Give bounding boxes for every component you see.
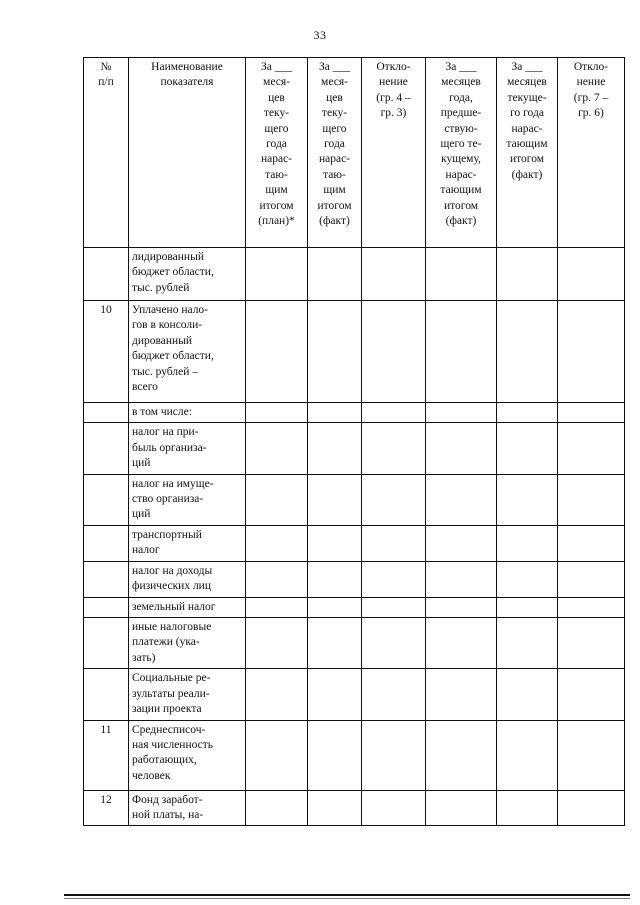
empty-value-cell — [426, 403, 497, 423]
header-deviation-4-3: Откло- нение (гр. 4 – гр. 3) — [362, 58, 426, 248]
table-row — [84, 248, 625, 301]
empty-value-cell — [246, 301, 308, 403]
empty-value-cell — [426, 474, 497, 525]
table-header-row — [84, 58, 625, 248]
row-indicator-name-cell: иные налоговые платежи (ука- зать) — [129, 618, 246, 669]
empty-value-cell — [362, 474, 426, 525]
empty-value-cell — [246, 248, 308, 301]
empty-value-cell — [246, 525, 308, 561]
header-deviation-7-6: Откло- нение (гр. 7 – гр. 6) — [558, 58, 625, 248]
header-previous-year-fact: За ___ месяцев года, предше- ствую- щего те- кущему, нарас- тающим итогом (факт) — [426, 58, 497, 248]
row-number-cell: 12 — [84, 790, 129, 826]
empty-value-cell — [362, 403, 426, 423]
table-row — [84, 669, 625, 720]
indicators-table — [83, 57, 625, 826]
empty-value-cell — [497, 618, 558, 669]
table-row — [84, 720, 625, 790]
header-indicator-name: Наименование показателя — [129, 58, 246, 248]
table-row — [84, 403, 625, 423]
empty-value-cell — [426, 597, 497, 617]
empty-value-cell — [558, 423, 625, 474]
table-row — [84, 618, 625, 669]
table-row — [84, 561, 625, 597]
row-indicator-name-cell: налог на доходы физических лиц — [129, 561, 246, 597]
empty-value-cell — [426, 525, 497, 561]
empty-value-cell — [558, 474, 625, 525]
empty-value-cell — [308, 248, 362, 301]
empty-value-cell — [246, 720, 308, 790]
empty-value-cell — [362, 423, 426, 474]
row-indicator-name-cell: транспортный налог — [129, 525, 246, 561]
row-indicator-name-cell: Среднесписоч- ная численность работающих, человек — [129, 720, 246, 790]
empty-value-cell — [426, 423, 497, 474]
empty-value-cell — [426, 669, 497, 720]
empty-value-cell — [558, 301, 625, 403]
empty-value-cell — [246, 618, 308, 669]
empty-value-cell — [246, 561, 308, 597]
row-number-cell — [84, 597, 129, 617]
row-number-cell — [84, 474, 129, 525]
empty-value-cell — [308, 720, 362, 790]
empty-value-cell — [308, 669, 362, 720]
empty-value-cell — [362, 790, 426, 826]
table-row — [84, 423, 625, 474]
empty-value-cell — [246, 423, 308, 474]
empty-value-cell — [362, 669, 426, 720]
empty-value-cell — [308, 597, 362, 617]
row-number-cell — [84, 248, 129, 301]
empty-value-cell — [497, 720, 558, 790]
empty-value-cell — [497, 403, 558, 423]
row-number-cell — [84, 618, 129, 669]
row-number-cell — [84, 423, 129, 474]
empty-value-cell — [558, 403, 625, 423]
empty-value-cell — [246, 597, 308, 617]
empty-value-cell — [426, 618, 497, 669]
row-number-cell: 11 — [84, 720, 129, 790]
row-indicator-name-cell: Социальные ре- зультаты реали- зации проекта — [129, 669, 246, 720]
table-row — [84, 474, 625, 525]
row-number-cell — [84, 403, 129, 423]
table-row — [84, 597, 625, 617]
empty-value-cell — [246, 790, 308, 826]
header-current-year-fact: За ___ месяцев текуще- го года нарас- тающим итогом (факт) — [497, 58, 558, 248]
row-indicator-name-cell: Фонд заработ- ной платы, на- — [129, 790, 246, 826]
empty-value-cell — [246, 474, 308, 525]
header-current-plan: За ___ меся- цев теку- щего года нарас- таю- щим итогом (план)* — [246, 58, 308, 248]
empty-value-cell — [308, 561, 362, 597]
empty-value-cell — [426, 248, 497, 301]
table-row — [84, 301, 625, 403]
empty-value-cell — [426, 301, 497, 403]
empty-value-cell — [362, 561, 426, 597]
row-number-cell: 10 — [84, 301, 129, 403]
empty-value-cell — [558, 669, 625, 720]
page-bottom-rule — [64, 894, 630, 896]
empty-value-cell — [362, 248, 426, 301]
empty-value-cell — [308, 790, 362, 826]
empty-value-cell — [497, 525, 558, 561]
empty-value-cell — [497, 474, 558, 525]
empty-value-cell — [426, 720, 497, 790]
empty-value-cell — [497, 790, 558, 826]
empty-value-cell — [497, 561, 558, 597]
row-indicator-name-cell: лидированный бюджет области, тыс. рублей — [129, 248, 246, 301]
row-number-cell — [84, 561, 129, 597]
empty-value-cell — [497, 669, 558, 720]
empty-value-cell — [246, 669, 308, 720]
empty-value-cell — [497, 423, 558, 474]
empty-value-cell — [426, 790, 497, 826]
empty-value-cell — [426, 561, 497, 597]
empty-value-cell — [558, 525, 625, 561]
empty-value-cell — [558, 790, 625, 826]
empty-value-cell — [362, 301, 426, 403]
row-indicator-name-cell: Уплачено нало- гов в консоли- дированный бюджет области, тыс. рублей – всего — [129, 301, 246, 403]
empty-value-cell — [362, 597, 426, 617]
empty-value-cell — [558, 597, 625, 617]
empty-value-cell — [497, 597, 558, 617]
header-number: № п/п — [84, 58, 129, 248]
row-number-cell — [84, 525, 129, 561]
empty-value-cell — [362, 525, 426, 561]
row-number-cell — [84, 669, 129, 720]
empty-value-cell — [558, 618, 625, 669]
empty-value-cell — [246, 403, 308, 423]
empty-value-cell — [308, 423, 362, 474]
row-indicator-name-cell: налог на при- быль организа- ций — [129, 423, 246, 474]
empty-value-cell — [308, 618, 362, 669]
empty-value-cell — [558, 248, 625, 301]
empty-value-cell — [308, 474, 362, 525]
empty-value-cell — [308, 403, 362, 423]
empty-value-cell — [308, 301, 362, 403]
table-row — [84, 790, 625, 826]
empty-value-cell — [362, 720, 426, 790]
empty-value-cell — [558, 720, 625, 790]
page-number: 33 — [313, 28, 327, 42]
empty-value-cell — [558, 561, 625, 597]
empty-value-cell — [497, 301, 558, 403]
row-indicator-name-cell: земельный налог — [129, 597, 246, 617]
empty-value-cell — [362, 618, 426, 669]
empty-value-cell — [497, 248, 558, 301]
page-bottom-rule-shadow — [64, 898, 630, 899]
row-indicator-name-cell: налог на имуще- ство организа- ций — [129, 474, 246, 525]
empty-value-cell — [308, 525, 362, 561]
table-row — [84, 525, 625, 561]
header-current-fact: За ___ меся- цев теку- щего года нарас- таю- щим итогом (факт) — [308, 58, 362, 248]
row-indicator-name-cell: в том числе: — [129, 403, 246, 423]
